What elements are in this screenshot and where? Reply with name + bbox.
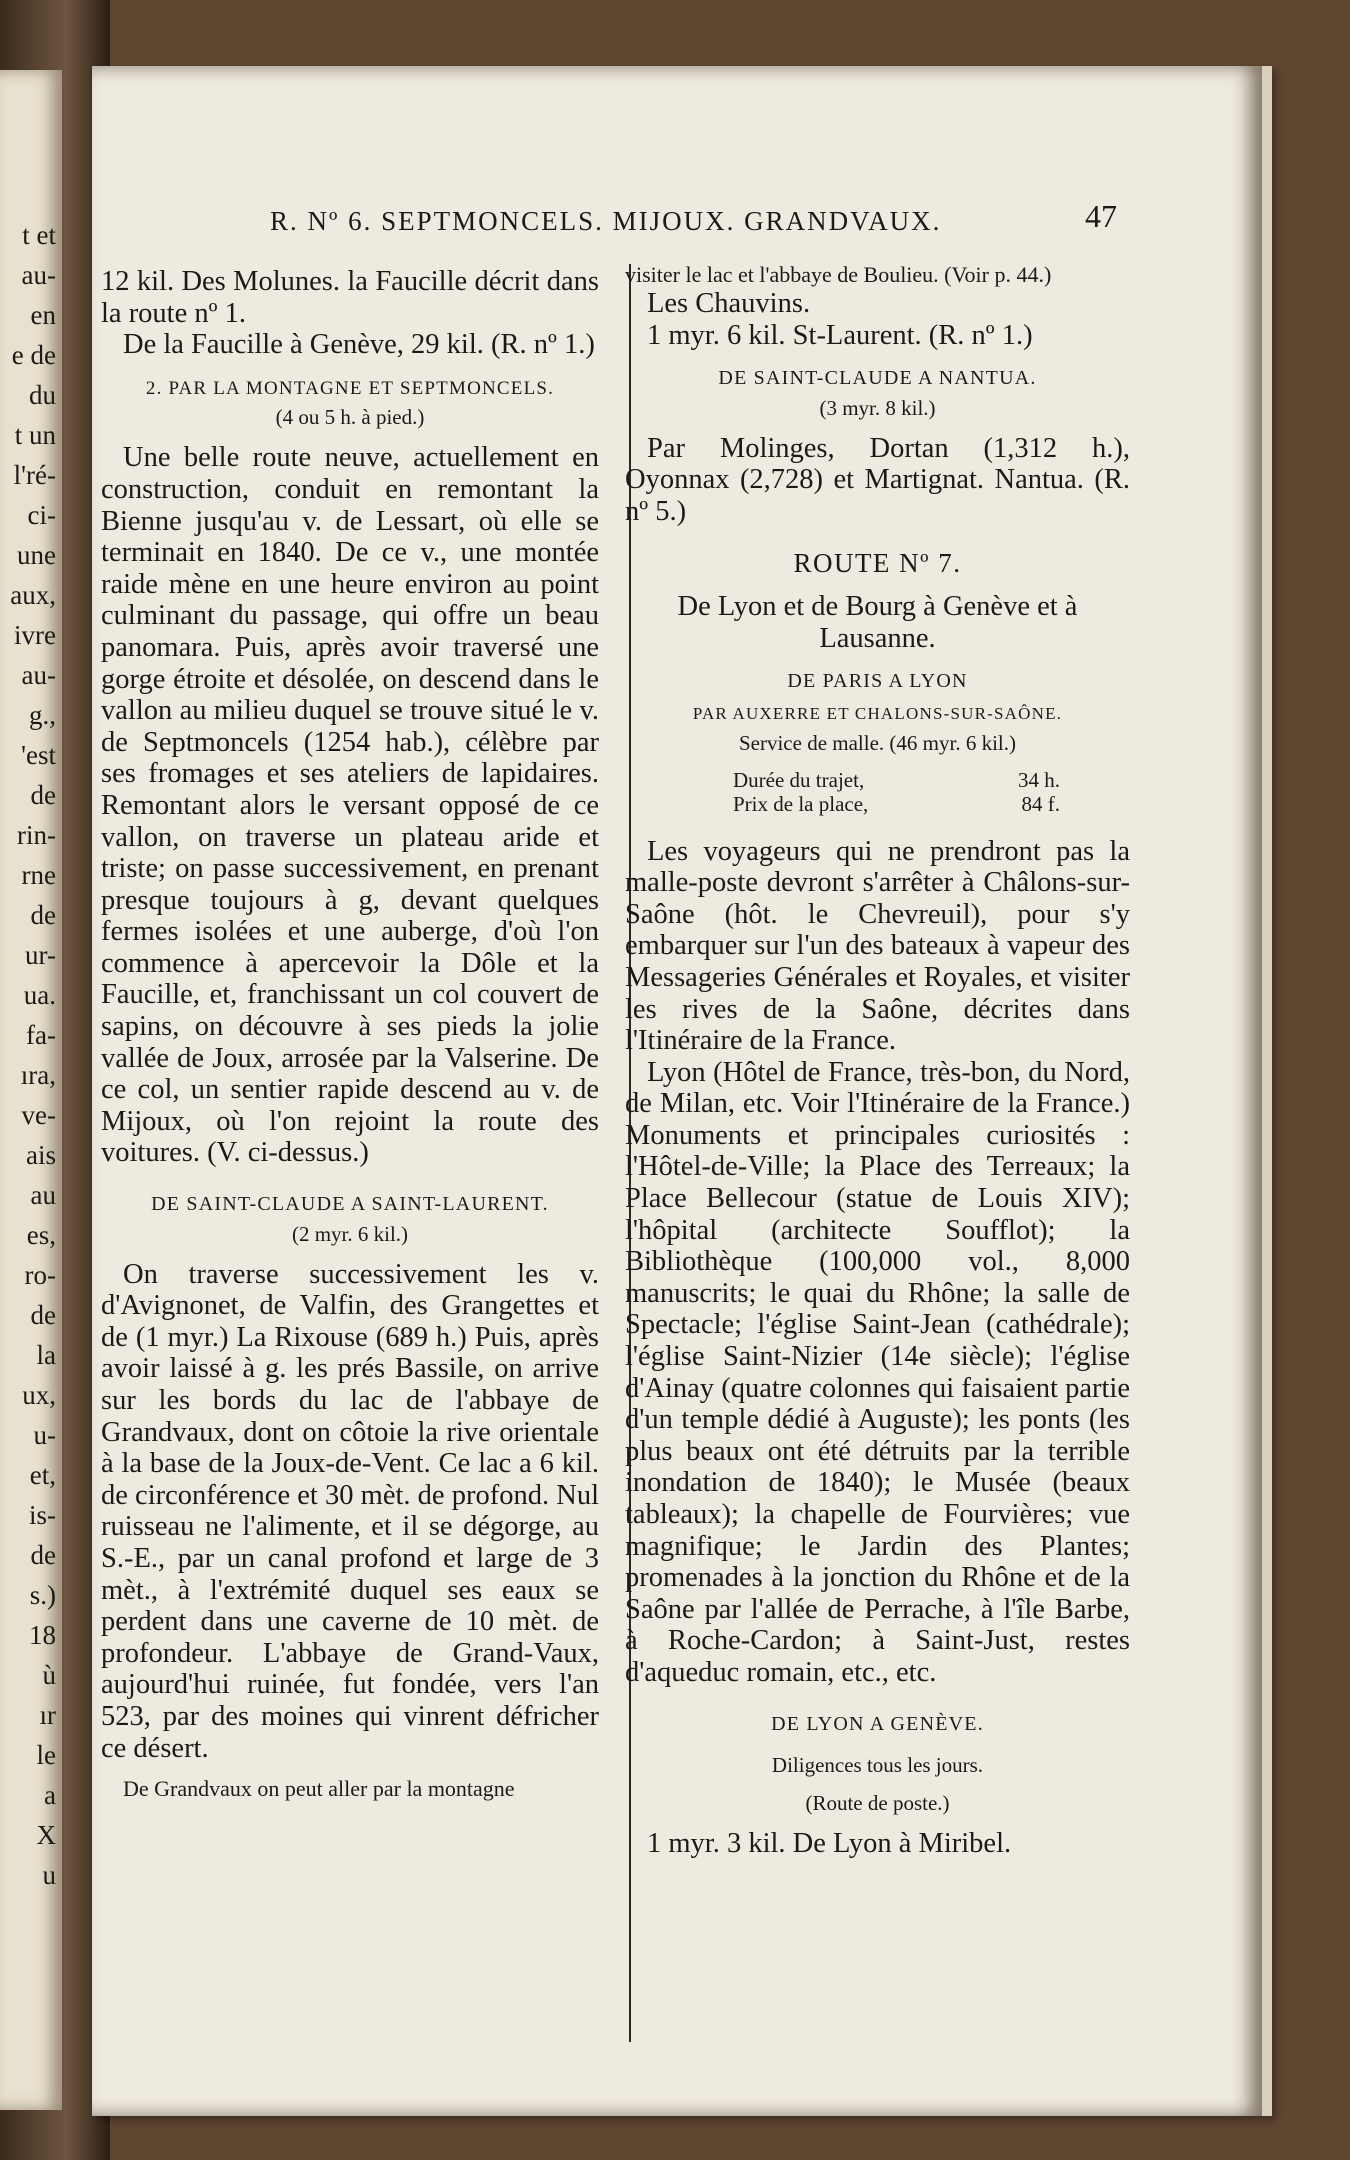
section-note: Service de malle. (46 myr. 6 kil.) — [738, 730, 1016, 755]
margin-fragment: ve- — [21, 1100, 56, 1130]
paragraph: 1 myr. 3 kil. De Lyon à Miribel. — [647, 1828, 1012, 1860]
margin-fragment: s.) — [29, 1580, 56, 1610]
price-label: Prix de la place, — [733, 791, 869, 816]
section-subtitle: (2 myr. 6 kil.) — [291, 1221, 409, 1246]
margin-fragment: ù — [42, 1660, 56, 1690]
duration-value: 34 h. — [1018, 767, 1060, 792]
left-column — [101, 266, 599, 1802]
margin-fragment: ais — [26, 1140, 56, 1170]
margin-fragment: ux, — [22, 1380, 56, 1410]
section-title: DE SAINT-CLAUDE A SAINT-LAURENT. — [151, 1193, 549, 1216]
margin-fragment: ır — [39, 1700, 56, 1730]
margin-fragment: t un — [14, 420, 56, 450]
margin-fragment: du — [29, 380, 56, 410]
margin-fragment: de — [30, 1540, 56, 1570]
margin-fragment: rne — [21, 860, 56, 890]
paragraph: De la Faucille à Genève, 29 kil. (R. nº 1.) — [123, 329, 595, 361]
paragraph: Lyon (Hôtel de France, très-bon, du Nord, de Milan, etc. Voir l'Itinéraire de la France.) Monuments et principales curiosités : l'Hôtel-de-Ville; la Place des Terreaux; la Place Bellecour (statue de Louis XIV); l'hôpital (architecte Soufflot); la Bibliothèque (100,000 vol., 8,000 manuscrits; le quai du Rhône; la salle de Spectacle; l'église Saint-Jean (cathédrale); l'église Saint-Nizier (14e siècle); l'église d'Ainay (quatre colonnes qui faisaient partie d'un temple dédié à Auguste); les ponts (les plus beaux ont été détruits par la terrible inondation de 1840); le Musée (beaux tableaux); la chapelle de Fourvières; vue magnifique; le Jardin des Plantes; promenades à la jonction du Rhône et de la Saône par l'allée de Perrache, à l'île Barbe, à Roche-Cardon; à Saint-Just, restes d'aqueduc romain, etc., etc. — [625, 1056, 1130, 1688]
margin-fragment: t et — [22, 220, 56, 250]
section-title: 2. PAR LA MONTAGNE ET SEPTMONCELS. — [145, 377, 555, 399]
right-column — [625, 262, 1130, 1860]
section-subtitle: PAR AUXERRE ET CHALONS-SUR-SAÔNE. — [692, 703, 1063, 723]
running-title: R. Nº 6. SEPTMONCELS. MIJOUX. GRANDVAUX. — [270, 206, 942, 236]
section-subtitle: (3 myr. 8 kil.) — [819, 395, 936, 420]
paragraph: 1 myr. 6 kil. St-Laurent. (R. nº 1.) — [647, 319, 1033, 351]
route-subtitle: De Lyon et de Bourg à Genève et à Lausanne. — [677, 591, 1078, 654]
margin-fragment: ur- — [25, 940, 56, 970]
margin-fragment: 18 — [29, 1620, 56, 1650]
margin-fragment: e de — [11, 340, 56, 370]
margin-fragment: au — [30, 1180, 56, 1210]
margin-fragment: X — [36, 1820, 56, 1850]
margin-fragment: rin- — [17, 820, 56, 850]
section-note: (Route de poste.) — [805, 1791, 950, 1816]
margin-fragment: en — [30, 300, 56, 330]
price-value: 84 f. — [1021, 791, 1060, 816]
margin-fragment: de — [30, 1300, 56, 1330]
margin-fragment: u — [42, 1860, 56, 1890]
paragraph: Une belle route neuve, actuellement en construction, conduit en remontant la Bienne jusqu'au v. de Lessart, où elle se terminait en 1840. De ce v., une montée raide mène en une heure environ au point culminant du passage, qui offre un beau panomara. Puis, après avoir traversé une gorge étroite et désolée, on descend dans le vallon au milieu duquel se trouve situé le v. de Septmoncels (1254 hab.), célèbre par ses fromages et ses ateliers de lapidaires. Remontant alors le versant opposé de ce vallon, on traverse un plateau aride et triste; on passe successivement, en prenant presque toujours à g, devant quelques fermes isolées et une auberge, d'où l'on commence à apercevoir la Dôle et la Faucille, et, franchissant un col couvert de sapins, on découvre à ses pieds la jolie vallée de Joux, arrosée par la Valserine. De ce col, un sentier rapide descend au v. de Mijoux, où l'on rejoint la route des voitures. (V. ci-dessus.) — [101, 442, 599, 1169]
book-page — [92, 66, 1272, 2116]
margin-fragment: a — [44, 1780, 56, 1810]
margin-fragment: la — [36, 1340, 56, 1370]
margin-fragment: ua. — [23, 980, 56, 1010]
margin-fragment: ivre — [14, 620, 56, 650]
margin-fragment: l'ré- — [13, 460, 56, 490]
margin-fragment: g., — [29, 700, 56, 730]
price-row — [625, 792, 1130, 816]
section-subtitle: Diligences tous les jours. — [771, 1753, 984, 1778]
duration-row — [625, 768, 1130, 792]
margin-fragment: au- — [21, 260, 56, 290]
margin-fragment: de — [30, 900, 56, 930]
paragraph: On traverse successivement les v. d'Avignonet, de Valfin, des Grangettes et de (1 myr.) La Rixouse (689 h.) Puis, après avoir laissé à g. les prés Bassile, on arrive sur les bords du lac de l'abbaye de Grandvaux, dont on côtoie la rive orientale à la base de la Joux-de-Vent. Ce lac a 6 kil. de circonférence et 30 mèt. de profond. Nul ruisseau ne l'alimente, et il se dégorge, au S.-E., par un canal profond et large de 3 mèt., à l'extrémité duquel ses eaux se perdent dans une caverne de 10 mèt. de profondeur. L'abbaye de Grand-Vaux, aujourd'hui ruinée, fut fondée, vers l'an 523, par des moines qui vinrent défricher ce désert. — [101, 1258, 599, 1764]
paragraph: Les Chauvins. — [647, 288, 811, 319]
page-number: 47 — [1085, 198, 1117, 234]
margin-fragment: ıra, — [20, 1060, 56, 1090]
duration-label: Durée du trajet, — [733, 767, 865, 792]
route-title: ROUTE Nº 7. — [793, 547, 962, 578]
margin-fragment: ci- — [27, 500, 56, 530]
margin-fragment: is- — [29, 1500, 56, 1530]
paragraph: 12 kil. Des Molunes. la Faucille décrit dans la route nº 1. — [101, 266, 599, 329]
section-title: DE SAINT-CLAUDE A NANTUA. — [718, 367, 1037, 390]
facing-page-edge — [0, 70, 62, 2110]
margin-fragment: une — [17, 540, 56, 570]
section-subtitle: (4 ou 5 h. à pied.) — [275, 405, 425, 430]
margin-fragment: aux, — [10, 580, 56, 610]
section-title: DE LYON A GENÈVE. — [771, 1712, 984, 1735]
section-title: DE PARIS A LYON — [787, 670, 968, 693]
margin-fragment: de — [30, 780, 56, 810]
paragraph: visiter le lac et l'abbaye de Boulieu. (Voir p. 44.) — [625, 262, 1052, 287]
margin-fragment: es, — [26, 1220, 56, 1250]
margin-fragment: 'est — [21, 740, 56, 770]
margin-fragment: le — [36, 1740, 56, 1770]
paragraph: Les voyageurs qui ne prendront pas la malle-poste devront s'arrêter à Châlons-sur-Saône (hôt. le Chevreuil), pour s'y embarquer sur l'un des bateaux à vapeur des Messageries Générales et Royales, et visiter les rives de la Saône, décrites dans l'Itinéraire de la France. — [625, 835, 1130, 1057]
paragraph: Par Molinges, Dortan (1,312 h.), Oyonnax (2,728) et Martignat. Nantua. (R. nº 5.) — [625, 432, 1130, 527]
page-header — [92, 198, 1272, 246]
margin-fragment: ro- — [24, 1260, 56, 1290]
margin-fragment: u- — [33, 1420, 56, 1450]
margin-fragment: fa- — [26, 1020, 56, 1050]
margin-fragment: et, — [29, 1460, 56, 1490]
paragraph: De Grandvaux on peut aller par la montagne — [123, 1776, 515, 1802]
margin-fragment: au- — [21, 660, 56, 690]
